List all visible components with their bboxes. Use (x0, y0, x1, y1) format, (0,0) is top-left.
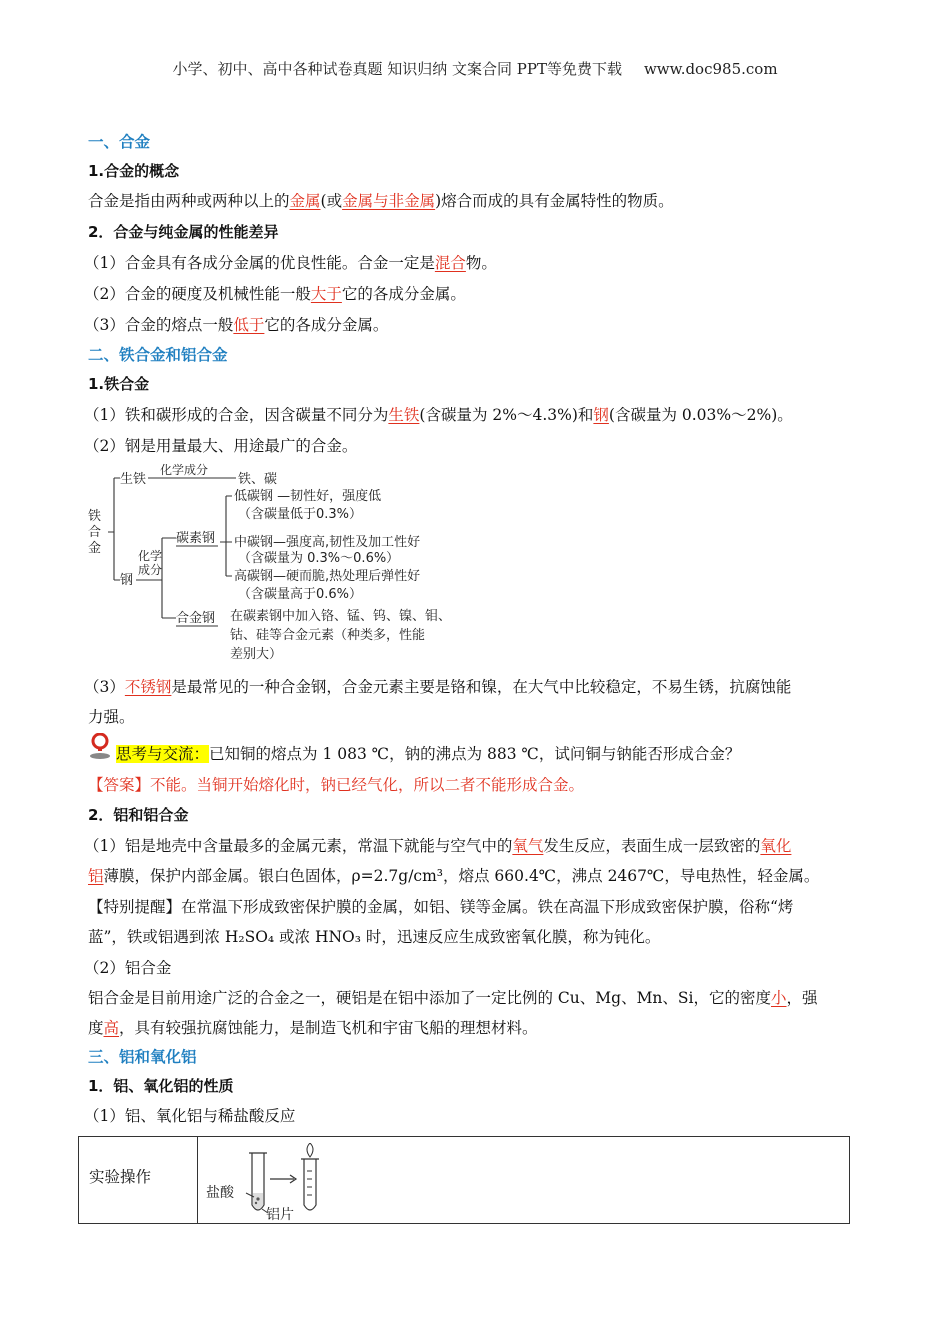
table-cell-label: 实验操作 (79, 1137, 198, 1224)
svg-text:钴、硅等合金元素（种类多，性能: 钴、硅等合金元素（种类多，性能 (230, 628, 426, 643)
svg-text:差别大）: 差别大） (230, 647, 283, 662)
think-label: 思考与交流： (116, 745, 210, 763)
diagram-alloy-steel: 合金钢 (176, 611, 216, 626)
paragraph-continuation: 度高，具有较强抗腐蚀能力，是制造飞机和宇宙飞船的理想材料。 (88, 1019, 538, 1037)
table-row (79, 1137, 850, 1224)
subsection-properties: 1．铝、氧化铝的性质 (88, 1077, 234, 1095)
svg-text:在碳素钢中加入铬、锰、钨、镍、钼、: 在碳素钢中加入铬、锰、钨、镍、钼、 (230, 609, 452, 624)
list-item: （2）铝合金 (84, 959, 172, 977)
think-and-discuss: 思考与交流：已知铜的熔点为 1 083 ℃，钠的沸点为 883 ℃，试问铜与钠能否形成合金？ (116, 745, 741, 763)
iron-alloy-classification-diagram (86, 462, 466, 672)
list-item: （2）钢是用量最大、用途最广的合金。 (84, 437, 358, 455)
svg-text:（含碳量高于0.6%）: （含碳量高于0.6%） (238, 587, 363, 602)
diagram-mid-carbon: 中碳钢—强度高,韧性及加工性好 (234, 535, 421, 550)
page-header (0, 58, 950, 79)
svg-text:成分: 成分 (138, 563, 163, 577)
list-item: （3）不锈钢是最常见的一种合金钢，合金元素主要是铬和镍，在大气中比较稳定，不易生锈，抗腐蚀能 (84, 678, 792, 696)
header-text: 小学、初中、高中各种试卷真题 知识归纳 文案合同 PPT等免费下载 (172, 60, 622, 78)
diagram-high-carbon: 高碳钢—硬而脆,热处理后弹性好 (234, 569, 421, 584)
paragraph-alloy-definition: 合金是指由两种或两种以上的金属(或金属与非金属)熔合而成的具有金属特性的物质。 (88, 192, 674, 210)
list-item: （3）合金的熔点一般低于它的各成分金属。 (84, 316, 389, 334)
diagram-fe-c: 铁、碳 (238, 472, 278, 487)
svg-text:合: 合 (88, 525, 102, 540)
special-tip-continuation: 蓝”，铁或铝遇到浓 H₂SO₄ 或浓 HNO₃ 时，迅速反应生成致密氧化膜，称为钝化。 (88, 928, 661, 946)
test-tube-figure (206, 1143, 346, 1223)
subsection-alloy-concept: 1.合金的概念 (88, 162, 180, 180)
paragraph-continuation: 铝薄膜，保护内部金属。银白色固体，ρ=2.7g/cm³，熔点 660.4℃，沸点 2467℃，导电热性，轻金属。 (88, 867, 820, 885)
list-item: （1）铝、氧化铝与稀盐酸反应 (84, 1107, 296, 1125)
paragraph-continuation: 力强。 (88, 708, 135, 726)
diagram-steel: 钢 (120, 573, 134, 588)
diagram-low-carbon: 低碳钢 —韧性好，强度低 (234, 489, 382, 504)
list-item: （1）铁和碳形成的合金，因含碳量不同分为生铁(含碳量为 2%～4.3%)和钢(含碳量为 0.03%～2%)。 (84, 406, 793, 424)
svg-text:铝片: 铝片 (266, 1207, 294, 1223)
subsection-aluminum: 2．铝和铝合金 (88, 806, 189, 824)
list-item: （1）合金具有各成分金属的优良性能。合金一定是混合物。 (84, 254, 497, 272)
list-item: （2）合金的硬度及机械性能一般大于它的各成分金属。 (84, 285, 466, 303)
answer-text: 【答案】不能。当铜开始熔化时，钠已经气化，所以二者不能形成合金。 (88, 776, 585, 794)
diagram-carbon-steel: 碳素钢 (176, 531, 216, 546)
subsection-alloy-difference: 2．合金与纯金属的性能差异 (88, 223, 279, 241)
experiment-table (78, 1136, 850, 1224)
svg-text:（含碳量为 0.3%～0.6%）: （含碳量为 0.3%～0.6%） (238, 551, 400, 566)
subsection-iron-alloy: 1.铁合金 (88, 375, 150, 393)
svg-text:金: 金 (88, 541, 102, 556)
svg-text:化学成分: 化学成分 (160, 463, 209, 477)
diagram-root: 铁 (88, 509, 102, 524)
section-title-alloy: 一、合金 (88, 133, 151, 151)
question-person-icon (88, 733, 112, 759)
table-cell-figure (198, 1137, 850, 1224)
list-item: （1）铝是地壳中含量最多的金属元素，常温下就能与空气中的氧气发生反应，表面生成一层致密的氧化 (84, 837, 792, 855)
special-tip: 【特别提醒】在常温下形成致密保护膜的金属，如铝、镁等金属。铁在高温下形成致密保护膜，俗称“烤 (88, 898, 794, 916)
section-title-iron-aluminum-alloy: 二、铁合金和铝合金 (88, 346, 228, 364)
header-url: www.doc985.com (643, 60, 778, 78)
diagram-pig-iron: 生铁 (120, 472, 147, 487)
paragraph-aluminum-alloy: 铝合金是目前用途广泛的合金之一，硬铝是在铝中添加了一定比例的 Cu、Mg、Mn、Si，它的密度小，强 (88, 989, 818, 1007)
svg-text:化学: 化学 (138, 549, 163, 563)
svg-text:（含碳量低于0.3%）: （含碳量低于0.3%） (238, 507, 363, 522)
section-title-aluminum-oxide: 三、铝和氧化铝 (88, 1048, 197, 1066)
svg-text:盐酸: 盐酸 (206, 1185, 234, 1201)
